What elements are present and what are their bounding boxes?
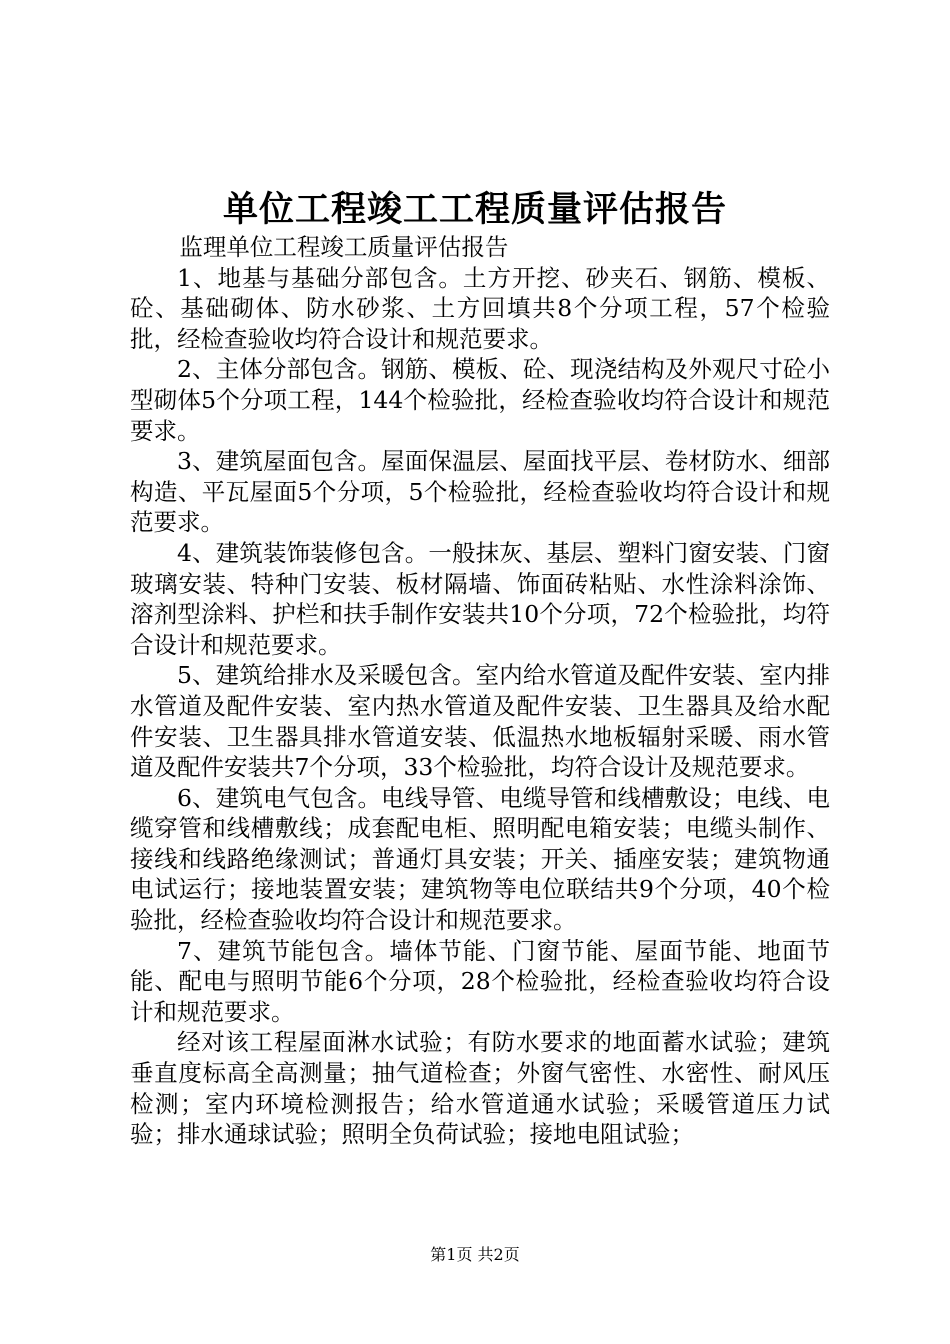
paragraph-energy-saving: 7、建筑节能包含。墙体节能、门窗节能、屋面节能、地面节能、配电与照明节能6个分项，28个检验批，经检查验收均符合设计和规范要求。 (130, 936, 830, 1026)
report-subtitle: 监理单位工程竣工质量评估报告 (179, 233, 509, 261)
paragraph-roofing: 3、建筑屋面包含。屋面保温层、屋面找平层、卷材防水、细部构造、平瓦屋面5个分项，5个检验批，经检查验收均符合设计和规范要求。 (130, 447, 830, 537)
paragraph-foundation: 1、地基与基础分部包含。土方开挖、砂夹石、钢筋、模板、砼、基础砌体、防水砂浆、土方回填共8个分项工程，57个检验批，经检查验收均符合设计和规范要求。 (130, 263, 830, 353)
paragraph-tests: 经对该工程屋面淋水试验；有防水要求的地面蓄水试验；建筑垂直度标高全高测量；抽气道检查；外窗气密性、水密性、耐风压检测；室内环境检测报告；给水管道通水试验；采暖管道压力试验；排水通球试验；照明全负荷试验；接地电阻试验； (130, 1028, 830, 1149)
paragraph-decoration: 4、建筑装饰装修包含。一般抹灰、基层、塑料门窗安装、门窗玻璃安装、特种门安装、板材隔墙、饰面砖粘贴、水性涂料涂饰、溶剂型涂料、护栏和扶手制作安装共10个分项，72个检验批，均符合设计和规范要求。 (130, 538, 830, 659)
document-body (130, 232, 830, 1150)
document-title: 单位工程竣工工程质量评估报告 (222, 189, 727, 230)
paragraph-electrical: 6、建筑电气包含。电线导管、电缆导管和线槽敷设；电线、电缆穿管和线槽敷线；成套配电柜、照明配电箱安装；电缆头制作、接线和线路绝缘测试；普通灯具安装；开关、插座安装；建筑物通电试运行；接地装置安装；建筑物等电位联结共9个分项，40个检验批，经检查验收均符合设计和规范要求。 (130, 783, 830, 935)
paragraph-plumbing-heating: 5、建筑给排水及采暖包含。室内给水管道及配件安装、室内排水管道及配件安装、室内热水管道及配件安装、卫生器具及给水配件安装、卫生器具排水管道安装、低温热水地板辐射采暖、雨水管道及配件安装共7个分项，33个检验批，均符合设计及规范要求。 (130, 661, 830, 782)
paragraph-main-structure: 2、主体分部包含。钢筋、模板、砼、现浇结构及外观尺寸砼小型砌体5个分项工程，144个检验批，经检查验收均符合设计和规范要求。 (130, 355, 830, 445)
page-number-footer: 第1页 共2页 (430, 1245, 520, 1264)
